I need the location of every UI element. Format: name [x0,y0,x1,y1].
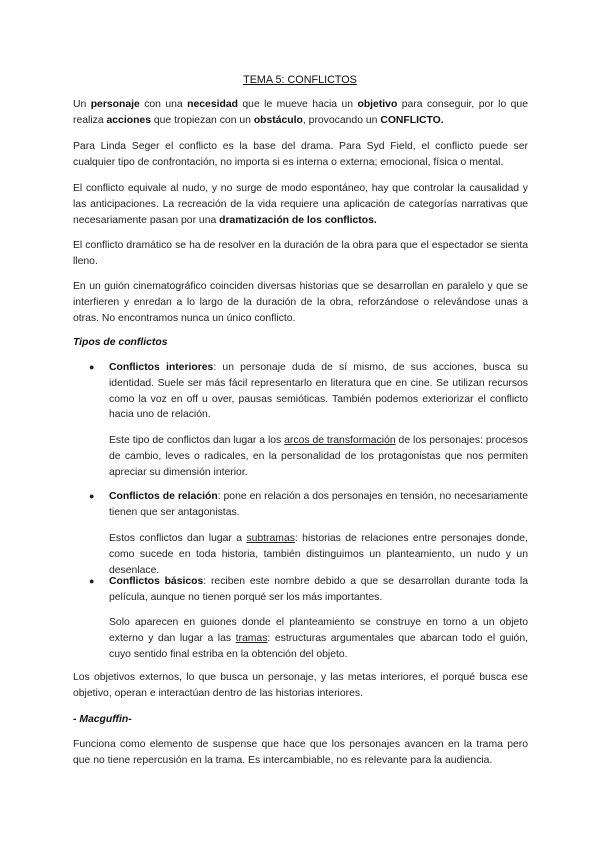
bullet-marker: ● [89,576,95,586]
intro-bold-necesidad: necesidad [187,99,238,110]
paragraph-nudo-bold: dramatización de los conflictos. [219,214,377,226]
bullet-label: Conflictos interiores [109,362,214,373]
bullet-text: : un personaje duda de sí mismo, de sus acciones, busca su identidad. Suele ser más fácil representarlo en literatura que en cine. Se utilizan recursos como la voz en off u over, pausas semióticas. También podemos exteriorizar el conflicto hacia uno de relación. [109,362,528,421]
paragraph-objetivos: Los objetivos externos, lo que busca un personaje, y las metas interiores, el porqué busca ese objetivo, operan e interactúan dentro de las historias interiores. [73,672,528,699]
intro-text: con una [139,99,188,110]
intro-bold-obstaculo: obstáculo [253,114,303,126]
bullet-item-basicos [109,574,528,606]
paragraph-seger: Para Linda Seger el conflicto es la base del drama. Para Syd Field, el conflicto puede ser cualquier tipo de confrontación, no importa si es interna o externa; emocional, física o mental. [73,141,528,168]
paragraph-guion: En un guión cinematográfico coinciden diversas historias que se desarrollan en paralelo y que se interfieren y enredan a lo largo de la duración de la obra, reforzándose o relevándose unas a otras. No encontramos nunca un único conflicto. [73,281,528,324]
paragraph-macguffin: Funciona como elemento de suspense que hace que los personajes avancen en la trama pero que no tiene repercusión en la trama. Es intercambiable, no es relevante para la audiencia. [73,739,528,766]
bullet-sub-interiores [109,433,528,480]
sub-text: Este tipo de conflictos dan lugar a los [109,435,285,446]
bullet-text: : pone en relación a dos personajes en tensión, no necesariamente tienen que ser antagonistas. [109,491,528,518]
sub-text: : estructuras argumentales que abarcan todo el guión, cuyo sentido final estriba en la obtención del objeto. [109,632,528,660]
intro-text: Un [73,99,91,110]
bullet-sub-relacion [109,531,528,578]
bullet-item-interiores [109,360,528,423]
intro-text: que tropiezan con un [150,114,254,126]
paragraph-nudo-text: El conflicto equivale al nudo, y no surge de modo espontáneo, hay que controlar la causalidad y las anticipaciones. La recreación de la vida requiere una aplicación de categorías narrativas que necesariamente pasan por una [73,183,528,226]
page-title: TEMA 5: CONFLICTOS [243,74,357,86]
sub-text: Estos conflictos dan lugar a [109,533,247,544]
intro-bold-conflicto: CONFLICTO. [380,114,444,126]
subtramas-underlined-term: subtramas [246,533,295,544]
bullet-sub-basicos [109,615,528,662]
paragraph-nudo [73,181,528,228]
sub-text: Solo aparecen en guiones donde el planteamiento se construye en torno a un objeto externo y dan lugar a las [109,617,528,644]
macguffin-heading [73,712,528,728]
intro-bold-acciones: acciones [106,114,151,126]
bullet-text: : reciben este nombre debido a que se desarrollan durante toda la película, aunque no tienen porqué ser los más importantes. [109,576,528,603]
bullet-marker: ● [89,491,95,501]
bullet-label: Conflictos básicos [109,576,204,587]
paragraph-resolver: El conflicto dramático se ha de resolver en la duración de la obra para que el espectador se sienta lleno. [73,240,528,267]
tipos-heading-text: Tipos de conflictos [73,337,168,348]
intro-bold-personaje: personaje [90,99,140,110]
sub-text: : historias de relaciones entre personajes donde, como sucede en toda historia, también distinguimos un planteamiento, un nudo y un desenlace. [109,533,528,576]
arcos-underlined-term: arcos de transformación [284,435,396,446]
intro-text: que le mueve hacia un [237,99,358,110]
bullet-label: Conflictos de relación [109,491,218,502]
macguffin-heading-text: - Macguffin- [73,714,132,725]
intro-text: , provocando un [302,114,381,126]
tramas-underlined-term: tramas [235,632,268,644]
intro-text: para conseguir, por lo que realiza [73,99,528,126]
bullet-item-relacion [109,489,528,521]
intro-bold-objetivo: objetivo [357,99,398,110]
tipos-heading [73,335,528,351]
sub-text: de los personajes: procesos de cambio, leves o radicales, en la personalidad de los protagonistas que nos permiten apreciar su dimensión interior. [109,435,528,478]
bullet-marker: ● [89,362,95,372]
intro-paragraph [73,97,528,129]
